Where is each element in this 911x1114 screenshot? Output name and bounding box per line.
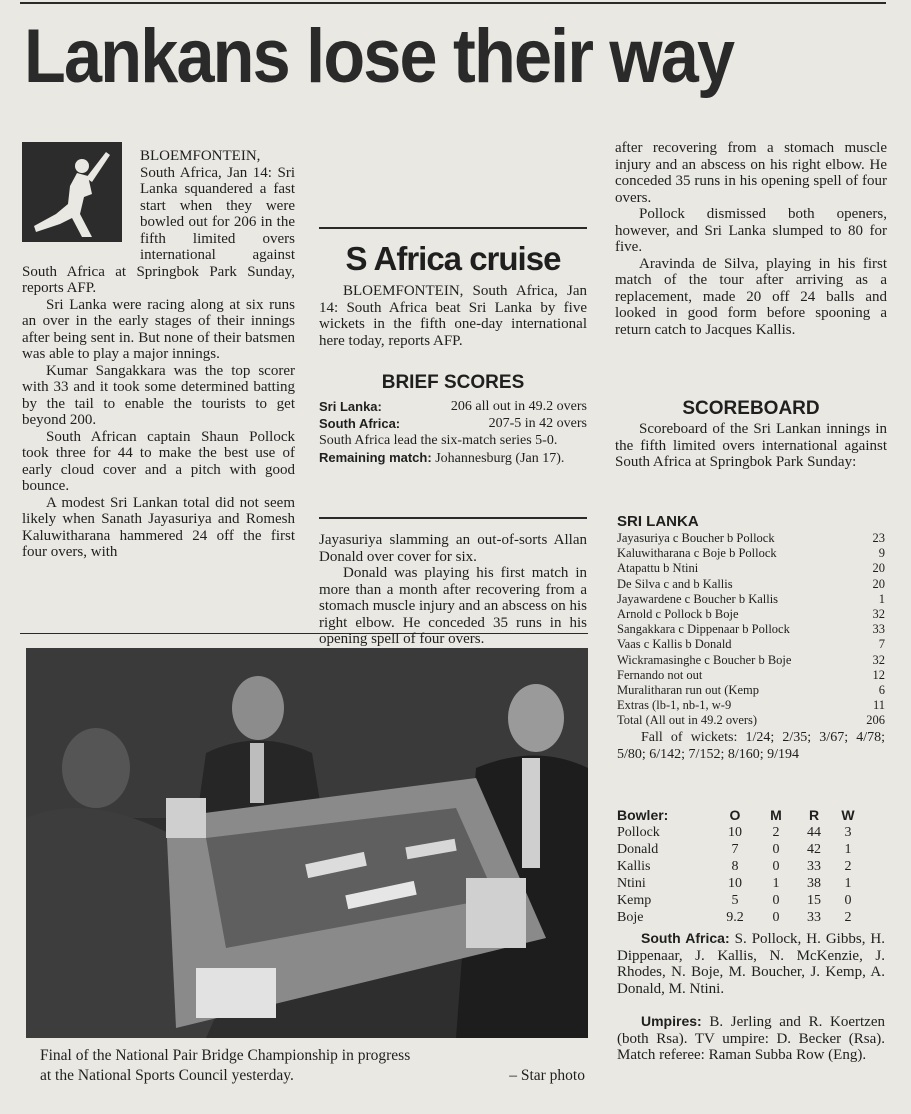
batting-row <box>617 607 885 622</box>
batsman: Wickramasinghe c Boucher b Boje <box>617 652 792 667</box>
runs: 32 <box>872 652 885 667</box>
bowling-cell: 8 <box>731 859 739 874</box>
bowling-row <box>617 841 885 858</box>
runs: 7 <box>878 637 885 652</box>
headline: Lankans lose their way <box>24 14 734 99</box>
sidebar-column <box>319 140 589 647</box>
bowling-row <box>617 824 885 841</box>
south-africa-team: South Africa: S. Pollock, H. Gibbs, H. Dippenaar, J. Kallis, N. McKenzie, J. Rhodes, N. Boje, M. Boucher, J. Kemp, A. Donald, M. Ntini. <box>617 930 886 997</box>
sidebar-text <box>319 283 587 349</box>
main-story-continuation <box>319 532 587 647</box>
bridge-championship-photo <box>26 648 588 1038</box>
photo-credit: – Star photo <box>509 1067 585 1084</box>
bowling-header-cell: Bowler: <box>617 807 669 823</box>
runs: 12 <box>872 667 885 682</box>
batsman: Jayasuriya c Boucher b Pollock <box>617 531 775 545</box>
series-lead: South Africa lead the six-match series 5-0. <box>319 433 558 448</box>
batting-row <box>617 561 885 576</box>
story-paragraph: Aravinda de Silva, playing in his first match of the tour after arriving as a replacement, made 20 off 24 balls and looked in good form before spooning a return catch to Jacques Kallis. <box>615 255 887 338</box>
bowling-cell: 38 <box>807 876 821 891</box>
bowling-header-cell: W <box>841 807 855 823</box>
runs: 20 <box>872 561 885 576</box>
bowling-cell: 42 <box>807 842 821 857</box>
bowling-cell: 5 <box>731 893 739 908</box>
bowling-cell: 7 <box>731 842 739 857</box>
bowling-cell: 0 <box>772 842 780 857</box>
bowling-cell: 10 <box>728 825 742 840</box>
bowling-header <box>617 807 885 824</box>
batsman: Atapattu b Ntini <box>617 561 699 576</box>
batting-row <box>617 531 885 546</box>
bowling-cell: 10 <box>728 876 742 891</box>
batsman: De Silva c and b Kallis <box>617 576 733 591</box>
batting-card <box>617 531 885 729</box>
batsman: Sangakkara c Dippenaar b Pollock <box>617 622 790 637</box>
bowling-row <box>617 875 885 892</box>
story-paragraph: Donald was playing his first match in more than a month after recovering from a stomach muscle injury and an abscess on his right elbow. He conceded 35 runs in his opening spell of four overs. <box>319 565 587 647</box>
bowling-cell: Kemp <box>617 893 652 908</box>
batsman: Arnold c Pollock b Boje <box>617 607 739 622</box>
bowling-cell: Ntini <box>617 876 646 891</box>
bowling-cell: 15 <box>807 893 821 908</box>
story-paragraph: A modest Sri Lankan total did not seem likely when Sanath Jayasuriya and Romesh Kaluwitharana hammered 24 off the first four overs, with <box>22 494 295 560</box>
bowling-cell: 2 <box>844 859 852 874</box>
batsman: Kaluwitharana c Boje b Pollock <box>617 546 777 561</box>
umpires: Umpires: B. Jerling and R. Koertzen (both Rsa). TV umpire: D. Becker (Rsa). Match referee: Raman Subba Row (Eng). <box>617 1013 885 1063</box>
batting-row <box>617 653 885 668</box>
bowling-cell: Donald <box>617 842 659 857</box>
batsman: Muralitharan run out (Kemp <box>617 683 759 698</box>
bowling-cell: 2 <box>772 825 780 840</box>
batting-row <box>617 546 885 561</box>
scoreboard-title: SCOREBOARD <box>682 398 820 419</box>
sidebar-rule-bottom <box>319 517 587 519</box>
batting-row <box>617 698 885 713</box>
fall-of-wickets: Fall of wickets: 1/24; 2/35; 3/67; 4/78; 5/80; 6/142; 7/152; 8/160; 9/194 <box>617 730 885 762</box>
scoreboard-column <box>615 140 887 1090</box>
bowling-cell: 0 <box>772 859 780 874</box>
top-rule <box>20 2 886 4</box>
bowling-cell: Kallis <box>617 859 651 874</box>
brief-scores <box>319 399 587 467</box>
bowling-cell: 1 <box>844 876 852 891</box>
runs: 11 <box>872 698 885 713</box>
batting-row <box>617 592 885 607</box>
story-paragraph: Pollock dismissed both openers, however, and Sri Lanka slumped to 80 for five. <box>615 206 887 255</box>
runs: 23 <box>872 531 885 545</box>
photo-caption: Final of the National Pair Bridge Championship in progress at the National Sports Council yesterday. – Star photo <box>40 1047 585 1084</box>
bowling-cell: 1 <box>772 876 780 891</box>
batting-row <box>617 668 885 683</box>
runs: 20 <box>872 576 885 591</box>
bowling-cell: 0 <box>772 893 780 908</box>
bowling-cell: 9.2 <box>726 910 744 925</box>
bowling-cell: 33 <box>807 910 821 925</box>
runs: 206 <box>866 713 885 728</box>
bowling-row <box>617 909 885 926</box>
story-paragraph: after recovering from a stomach muscle injury and an abscess on his right elbow. He conceded 35 runs in his opening spell of four overs. <box>615 140 887 206</box>
sidebar-rule <box>319 227 587 229</box>
bowling-card <box>617 807 885 926</box>
runs: 32 <box>872 607 885 622</box>
runs: 33 <box>872 622 885 637</box>
bowling-cell: 3 <box>844 825 852 840</box>
story-paragraph: Kumar Sangakkara was the top scorer with 33 and it took some determined batting by the tail to enable the tourists to get beyond 200. <box>22 362 295 428</box>
batsman: Vaas c Kallis b Donald <box>617 637 732 652</box>
bowling-header-cell: O <box>729 807 741 823</box>
runs: 9 <box>878 546 885 561</box>
batting-row <box>617 713 885 728</box>
bowling-row <box>617 858 885 875</box>
sidebar-title: S Africa cruise <box>345 240 561 277</box>
batsman: Fernando not out <box>617 667 703 682</box>
bowling-header-cell: M <box>770 807 782 823</box>
story-paragraph: Jayasuriya slamming an out-of-sorts Allan Donald over cover for six. <box>319 532 587 565</box>
batting-row <box>617 622 885 637</box>
remaining-match: Remaining match: Johannesburg (Jan 17). <box>319 450 565 466</box>
bowling-cell: 2 <box>844 910 852 925</box>
main-story-column-3 <box>615 140 887 387</box>
team-heading: SRI LANKA <box>617 513 699 530</box>
bowling-cell: Boje <box>617 910 644 925</box>
score-row: Sri Lanka: 206 all out in 49.2 overs <box>319 399 587 414</box>
batting-row <box>617 637 885 652</box>
scoreboard-intro: Scoreboard of the Sri Lankan innings in the fifth limited overs international against South Africa at Springbok Park Sunday: <box>615 421 887 470</box>
score-row: South Africa: 207-5 in 42 overs <box>319 416 587 431</box>
batting-row <box>617 577 885 592</box>
bowling-row <box>617 892 885 909</box>
bowling-cell: 33 <box>807 859 821 874</box>
main-story-column-1 <box>22 148 295 626</box>
bowling-cell: Pollock <box>617 825 660 840</box>
batsman: Extras (lb-1, nb-1, w-9 <box>617 698 732 713</box>
story-paragraph: South African captain Shaun Pollock took three for 44 to make the best use of early cloud cover and a pitch with good bounce. <box>22 428 295 494</box>
brief-scores-title: BRIEF SCORES <box>381 372 525 393</box>
bowling-header-cell: R <box>808 807 820 823</box>
story-paragraph: BLOEMFONTEIN, South Africa, Jan 14: Sri Lanka squandered a fast start when they were bowled out for 206 in the fifth limited overs international against South Africa at Springbok Park Sunday, reports AFP. <box>22 148 295 296</box>
batsman: Jayawardene c Boucher b Kallis <box>617 591 779 606</box>
runs: 6 <box>878 683 885 698</box>
batting-row <box>617 683 885 698</box>
sidebar-paragraph: BLOEMFONTEIN, South Africa, Jan 14: South Africa beat Sri Lanka by five wickets in the fifth one-day international here today, reports AFP. <box>319 283 587 349</box>
bowling-cell: 44 <box>807 825 821 840</box>
bowling-cell: 1 <box>844 842 852 857</box>
runs: 1 <box>878 591 885 606</box>
batsman: Total (All out in 49.2 overs) <box>617 713 758 728</box>
bowling-cell: 0 <box>772 910 780 925</box>
bowling-cell: 0 <box>844 893 852 908</box>
story-paragraph: Sri Lanka were racing along at six runs an over in the early stages of their innings after being sent in. But none of their batsmen was able to play a major innings. <box>22 296 295 362</box>
